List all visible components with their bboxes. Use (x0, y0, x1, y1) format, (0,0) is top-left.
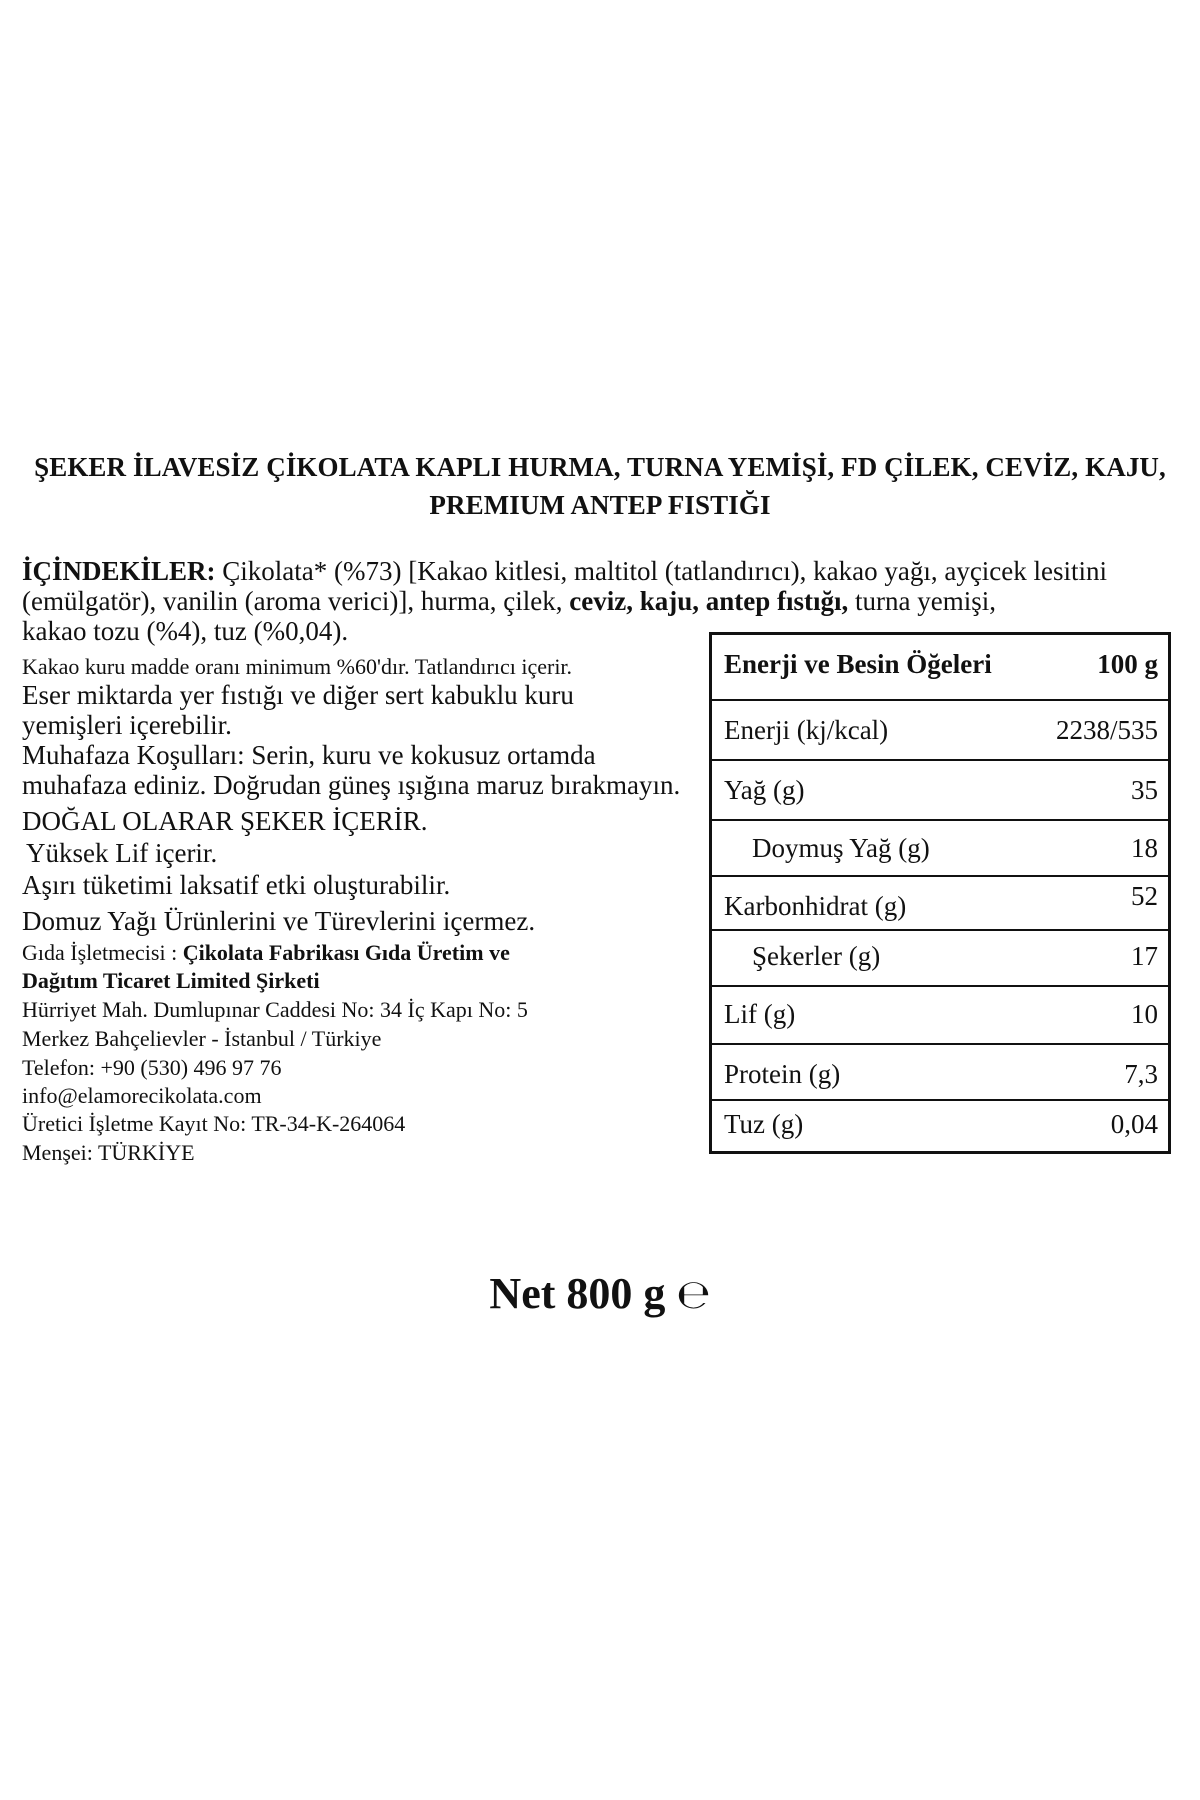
nutrient-name: Lif (g) (724, 999, 796, 1029)
natural-sugar-note: DOĞAL OLARAR ŞEKER İÇERİR. (22, 806, 428, 836)
storage-note-line2: muhafaza ediniz. Doğrudan güneş ışığına maruz bırakmayın. (22, 770, 681, 800)
ingredients-part1: Çikolata* (%73) [Kakao kitlesi, maltitol (tatlandırıcı), kakao yağı, ayçicek lesitini (emülgatör), vanilin (aroma verici)], hurma, çilek, (22, 556, 1108, 616)
nutrient-value: 7,3 (1124, 1059, 1158, 1089)
company-phone: Telefon: +90 (530) 496 97 76 (22, 1055, 282, 1080)
nutrient-name: Yağ (g) (724, 775, 805, 805)
ingredients-allergens: ceviz, kaju, antep fıstığı, (569, 586, 849, 616)
product-title-line1: ŞEKER İLAVESİZ ÇİKOLATA KAPLI HURMA, TURNA YEMİŞİ, FD ÇİLEK, CEVİZ, KAJU, (34, 452, 1166, 482)
ingredients-label: İÇİNDEKİLER: (22, 556, 216, 586)
registration-number: Üretici İşletme Kayıt No: TR-34-K-264064 (22, 1111, 406, 1136)
operator-label: Gıda İşletmecisi : (22, 940, 183, 965)
trace-note-line2: yemişleri içerebilir. (22, 710, 232, 740)
nutrient-value: 18 (1131, 833, 1158, 863)
laxative-note: Aşırı tüketimi laksatif etki oluşturabilir. (22, 870, 451, 900)
nutrition-row-carbohydrate (712, 877, 1168, 931)
nutrition-table (709, 632, 1171, 1154)
company-name-line1: Çikolata Fabrikası Gıda Üretim ve (182, 940, 510, 965)
nutrient-name: Tuz (g) (724, 1109, 804, 1139)
high-fiber-note: Yüksek Lif içerir. (26, 838, 218, 868)
nutrient-value: 52 (1131, 881, 1158, 911)
nutrition-row-fat (712, 761, 1168, 821)
product-title-line2: PREMIUM ANTEP FISTIĞI (429, 490, 771, 520)
ingredients-part3: kakao tozu (%4), tuz (%0,04). (22, 616, 349, 646)
nutrient-name: Şekerler (g) (752, 941, 881, 971)
nutrition-row-salt (712, 1101, 1168, 1151)
nutrient-value: 2238/535 (1055, 715, 1158, 745)
nutrition-header-value: 100 g (1097, 649, 1158, 679)
storage-note-line1: Muhafaza Koşulları: Serin, kuru ve kokusuz ortamda (22, 740, 596, 770)
nutrient-value: 35 (1131, 775, 1158, 805)
nutrient-name: Karbonhidrat (g) (724, 891, 907, 921)
nutrition-header-label: Enerji ve Besin Öğeleri (724, 649, 992, 679)
nutrition-row-energy (712, 701, 1168, 761)
company-email: info@elamorecikolata.com (22, 1083, 262, 1108)
estimated-sign-icon: ℮ (676, 1272, 711, 1318)
product-title (0, 448, 1200, 524)
nutrition-row-protein (712, 1045, 1168, 1101)
food-operator (22, 940, 510, 966)
company-name-line2: Dağıtım Ticaret Limited Şirketi (22, 968, 320, 993)
nutrition-row-fiber (712, 987, 1168, 1045)
nutrition-header-row (712, 635, 1168, 701)
ingredients-part2: turna yemişi, (848, 586, 996, 616)
company-address-line2: Merkez Bahçelievler - İstanbul / Türkiye (22, 1026, 382, 1051)
net-weight (0, 1268, 1200, 1319)
company-address-line1: Hürriyet Mah. Dumlupınar Caddesi No: 34 İç Kapı No: 5 (22, 997, 528, 1022)
nutrient-name: Doymuş Yağ (g) (752, 833, 930, 863)
pork-free-note: Domuz Yağı Ürünlerini ve Türevlerini içermez. (22, 906, 536, 936)
nutrient-value: 10 (1131, 999, 1158, 1029)
net-weight-label: Net 800 g (489, 1269, 666, 1318)
cocoa-note: Kakao kuru madde oranı minimum %60'dır. Tatlandırıcı içerir. (22, 654, 573, 679)
nutrition-row-saturated-fat (712, 821, 1168, 877)
trace-note-line1: Eser miktarda yer fıstığı ve diğer sert kabuklu kuru (22, 680, 574, 710)
nutrition-row-sugars (712, 931, 1168, 987)
nutrient-value: 17 (1131, 941, 1158, 971)
origin: Menşei: TÜRKİYE (22, 1140, 195, 1165)
nutrient-name: Enerji (kj/kcal) (724, 715, 889, 745)
nutrient-name: Protein (g) (724, 1059, 841, 1089)
nutrient-value: 0,04 (1110, 1109, 1158, 1139)
